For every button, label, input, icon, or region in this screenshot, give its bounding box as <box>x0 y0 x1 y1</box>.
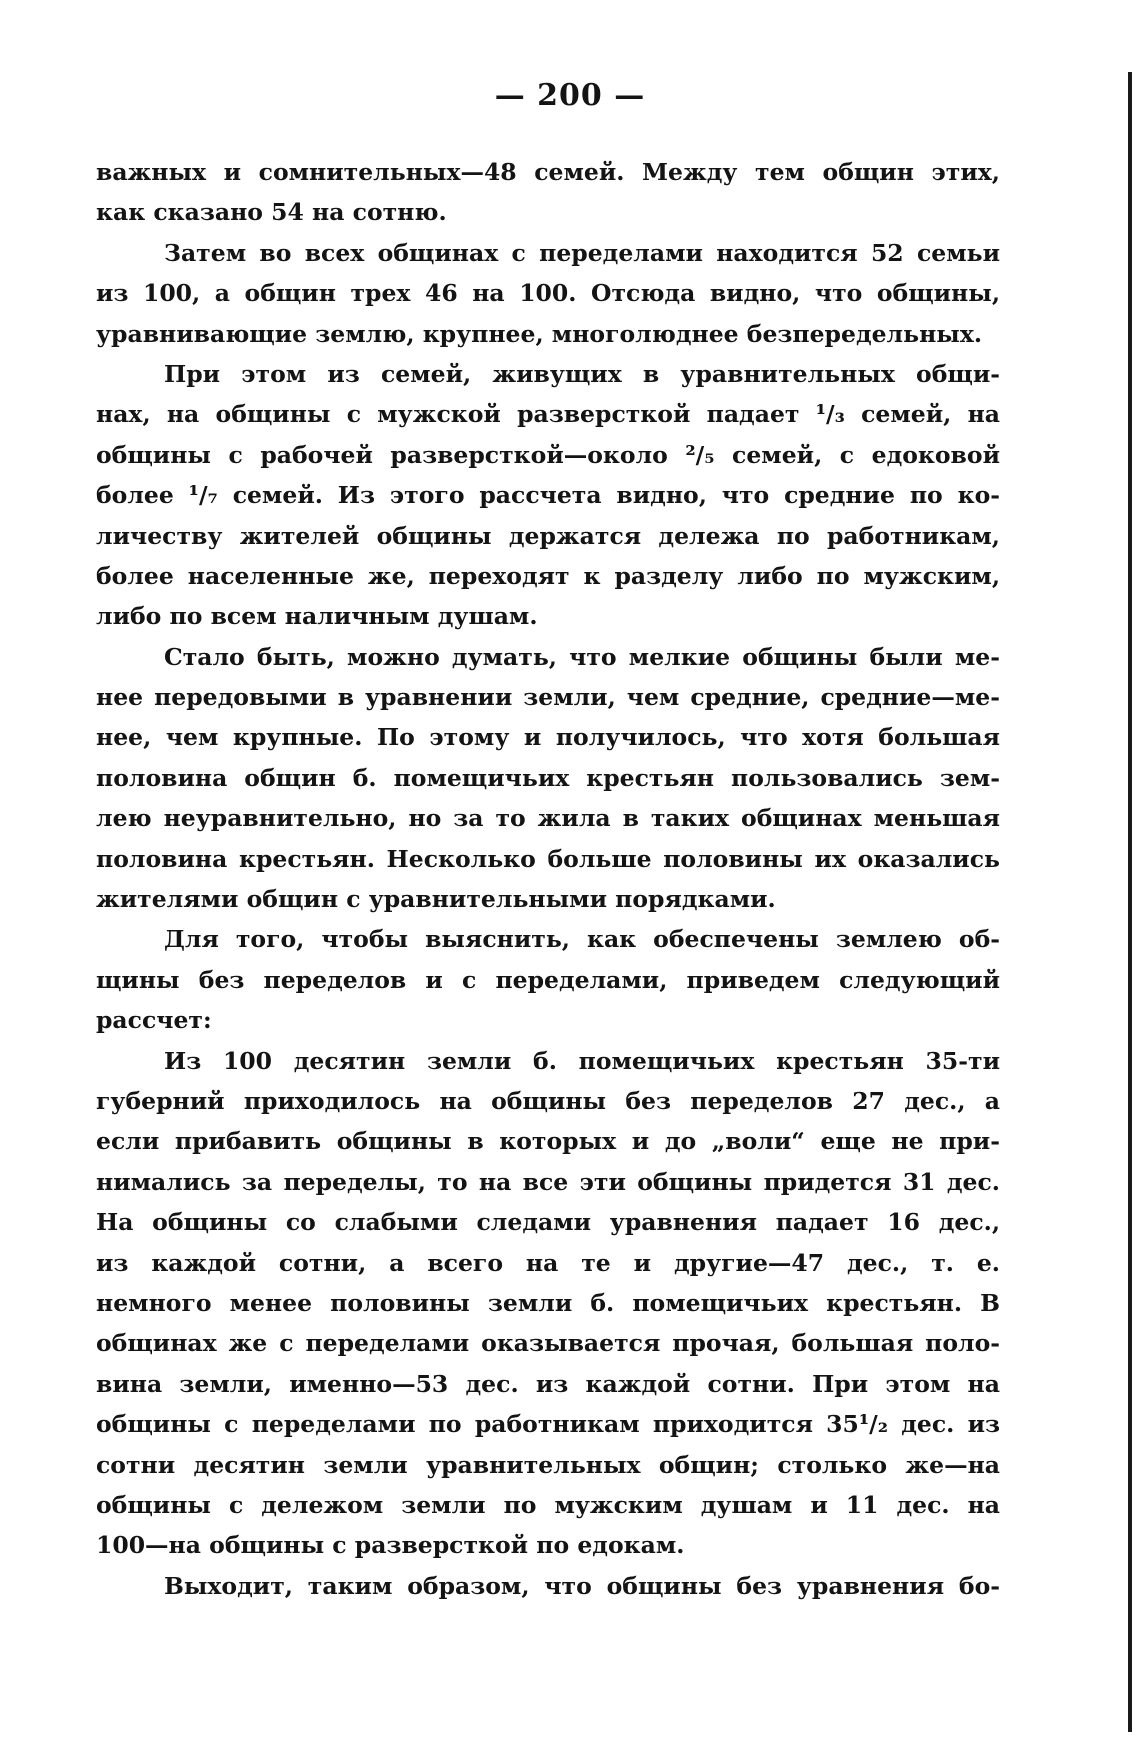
text-line: Из 100 десятин земли б. помещичьих крестьян 35-ти <box>164 1046 1000 1075</box>
text-line: нах, на общины с мужской разверсткой падает ¹/₃ семей, на <box>96 400 1000 429</box>
text-line: из каждой сотни, а всего на те и другие—47 дес., т. е. <box>96 1248 1000 1277</box>
text-line: При этом из семей, живущих в уравнительных общи- <box>164 359 1000 388</box>
text-line: Для того, чтобы выяснить, как обеспечены землею об- <box>164 925 1000 954</box>
text-line: жителями общин с уравнительными порядками. <box>96 885 776 914</box>
text-line: немного менее половины земли б. помещичьих крестьян. В <box>96 1288 1000 1317</box>
text-line: общины с рабочей разверсткой—около ²/₅ семей, с едоковой <box>96 440 1000 469</box>
text-line: вина земли, именно—53 дес. из каждой сотни. При этом на <box>96 1369 1000 1398</box>
text-line: Затем во всех общинах с переделами находится 52 семьи <box>164 238 1000 267</box>
text-line: половина крестьян. Несколько больше половины их оказались <box>96 844 1000 873</box>
text-line: Стало быть, можно думать, что мелкие общины были ме- <box>164 642 1000 671</box>
text-line: если прибавить общины в которых и до „воли“ еще не при- <box>96 1127 1000 1156</box>
text-line: 100—на общины с разверсткой по едокам. <box>96 1531 685 1560</box>
text-line: из 100, а общин трех 46 на 100. Отсюда видно, что общины, <box>96 279 1000 308</box>
text-line: На общины со слабыми следами уравнения падает 16 дес., <box>96 1208 1000 1237</box>
page-edge-shadow <box>1128 72 1132 1732</box>
text-line: общинах же с переделами оказывается прочая, большая поло- <box>96 1329 1000 1358</box>
text-line: более ¹/₇ семей. Из этого рассчета видно, что средние по ко- <box>96 481 1000 510</box>
text-line: сотни десятин земли уравнительных общин; столько же—на <box>96 1450 1000 1479</box>
text-line: губерний приходилось на общины без переделов 27 дес., а <box>96 1086 1000 1115</box>
text-line: важных и сомнительных—48 семей. Между тем общин этих, <box>96 158 1000 186</box>
text-line: нимались за переделы, то на все эти общины придется 31 дес. <box>96 1167 1000 1196</box>
page-number: — 200 — <box>494 78 646 113</box>
text-line: лею неуравнительно, но за то жила в таких общинах меньшая <box>96 804 1000 833</box>
text-line: половина общин б. помещичьих крестьян пользовались зем- <box>96 763 1000 792</box>
text-line: как сказано 54 на сотню. <box>96 198 447 227</box>
text-line: нее, чем крупные. По этому и получилось, что хотя большая <box>96 723 1000 752</box>
text-line: нее передовыми в уравнении земли, чем средние, средние—ме- <box>96 683 1000 712</box>
text-line: Выходит, таким образом, что общины без уравнения бо- <box>164 1571 1000 1600</box>
text-line: рассчет: <box>96 1006 212 1035</box>
text-line: щины без переделов и с переделами, приведем следующий <box>96 965 1000 994</box>
text-line: общины с переделами по работникам приходится 35¹/₂ дес. из <box>96 1410 1000 1439</box>
text-line: личеству жителей общины держатся дележа по работникам, <box>96 521 1000 550</box>
text-line: общины с дележом земли по мужским душам и 11 дес. на <box>96 1490 1000 1519</box>
body-text <box>96 152 1000 1606</box>
text-line: уравнивающие землю, крупнее, многолюднее безпередельных. <box>96 319 983 348</box>
text-line: либо по всем наличным душам. <box>96 602 538 631</box>
text-line: более населенные же, переходят к разделу либо по мужским, <box>96 561 1000 590</box>
